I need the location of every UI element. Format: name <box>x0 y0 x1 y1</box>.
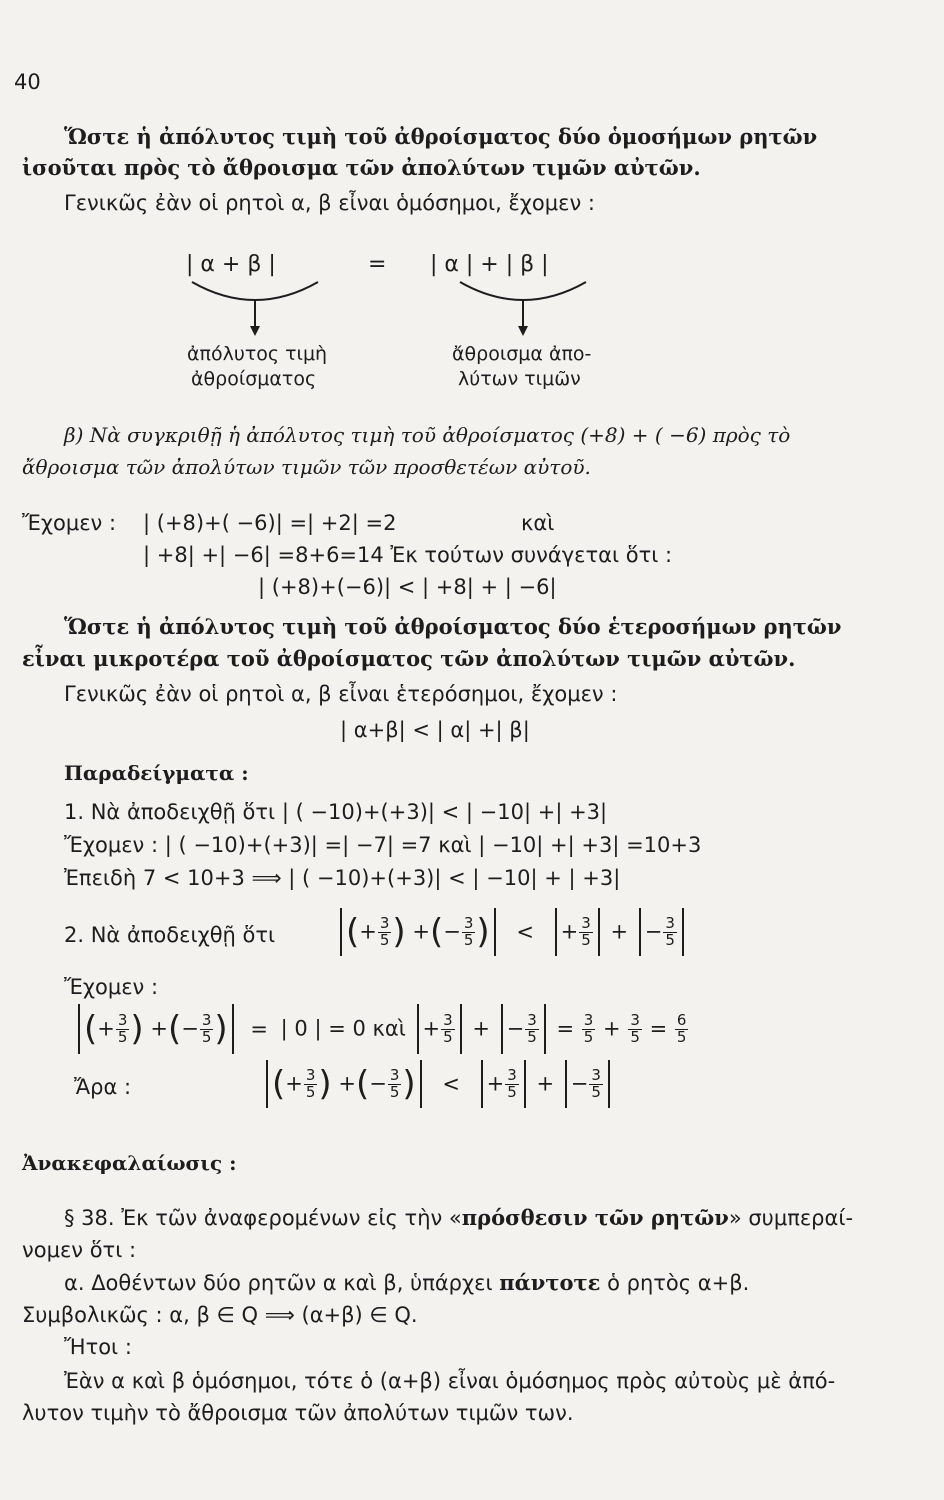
example-2-statement: 2. Νὰ ἀποδειχθῇ ὅτι <box>64 923 276 947</box>
brace-arrow-left <box>190 280 320 340</box>
formula-inequality: | α+β| < | α| +| β| <box>340 718 530 742</box>
label-abs-of-sum-2: ἀθροίσματος <box>191 368 317 390</box>
formula-sum-abs: | α | + | β | <box>430 252 549 277</box>
examples-heading: Παραδείγματα : <box>64 761 249 785</box>
summary-heading: Ἀνακεφαλαίωσις : <box>22 1151 237 1175</box>
label-sum-of-abs-1: ἄθροισμα ἀπο- <box>452 343 592 365</box>
have-expression-1: | (+8)+( −6)| =| +2| =2 <box>143 511 397 535</box>
have-kai: καὶ <box>521 511 555 535</box>
conclusion-1-line-1: Ὥστε ἡ ἀπόλυτος τιμὴ τοῦ ἀθροίσματος δύο ὁμοσήμων ρητῶν <box>64 124 818 149</box>
example-1-since: Ἐπειδὴ 7 < 10+3 ⟹ | ( −10)+(+3)| < | −10| + | +3| <box>64 866 621 890</box>
example-2-computation: (+ $\frac{3}{5}$ ) +(− $\frac{3}{5}$ ) = | 0 | = 0 καὶ + $\frac{3}{5}$ + − $\frac{3}{5}$ = $\frac{3}{5}$ + $\frac{3}{5}$ = $\frac{6}{5}$ <box>74 1004 689 1060</box>
therefore-label: Ἄρα : <box>74 1075 132 1099</box>
conclusion-1-line-2: ἰσοῦται πρὸς τὸ ἄθροισμα τῶν ἀπολύτων τιμῶν αὐτῶν. <box>22 155 701 180</box>
brace-arrow-right <box>458 280 588 340</box>
example-1-have: Ἔχομεν : | ( −10)+(+3)| =| −7| =7 καὶ | −10| +| +3| =10+3 <box>64 833 702 857</box>
label-abs-of-sum-1: ἀπόλυτος τιμὴ <box>187 343 328 365</box>
example-2-have: Ἔχομεν : <box>64 975 159 999</box>
symbolic-statement: Συμβολικῶς : α, β ∈ Q ⟹ (α+β) ∈ Q. <box>22 1303 418 1327</box>
conclusion-2-line-2: εἶναι μικροτέρα τοῦ ἀθροίσματος τῶν ἀπολύτων τιμῶν αὐτῶν. <box>22 646 796 671</box>
formula-equals: = <box>368 252 387 277</box>
part-b-line-2: ἄθροισμα τῶν ἀπολύτων τιμῶν τῶν προσθετέων αὐτοῦ. <box>22 455 591 479</box>
closing-line-1: Ἐὰν α καὶ β ὁμόσημοι, τότε ὁ (α+β) εἶναι ὁμόσημος πρὸς αὐτοὺς μὲ ἀπό- <box>64 1369 836 1393</box>
page-number: 40 <box>14 70 41 94</box>
section-38-line-2: νομεν ὅτι : <box>22 1238 137 1262</box>
part-b-line-1: β) Νὰ συγκριθῇ ἡ ἀπόλυτος τιμὴ τοῦ ἀθροίσματος (+8) + ( −6) πρὸς τὸ <box>64 423 791 447</box>
example-1-statement: 1. Νὰ ἀποδειχθῇ ὅτι | ( −10)+(+3)| < | −10| +| +3| <box>64 800 608 824</box>
section-38-line-1: § 38. Ἐκ τῶν ἀναφερομένων εἰς τὴν «πρόσθεσιν τῶν ρητῶν» συμπεραί- <box>64 1205 854 1230</box>
therefore-inequality: (+ $\frac{3}{5}$ ) +(− $\frac{3}{5}$ ) < + $\frac{3}{5}$ + − $\frac{3}{5}$ <box>262 1060 614 1112</box>
closing-line-2: λυτον τιμὴν τὸ ἄθροισμα τῶν ἀπολύτων τιμῶν των. <box>22 1401 574 1425</box>
point-alpha: α. Δοθέντων δύο ρητῶν α καὶ β, ὑπάρχει πάντοτε ὁ ρητὸς α+β. <box>64 1270 750 1295</box>
label-sum-of-abs-2: λύτων τιμῶν <box>458 368 581 390</box>
have-expression-2: | +8| +| −6| =8+6=14 Ἐκ τούτων συνάγεται ὅτι : <box>143 543 673 567</box>
have-label-1: Ἔχομεν : <box>22 511 117 535</box>
example-2-inequality: (+ $\frac{3}{5}$ ) +(− $\frac{3}{5}$ ) < + $\frac{3}{5}$ + − $\frac{3}{5}$ <box>336 908 688 960</box>
general-statement-1: Γενικῶς ἐὰν οἱ ρητοὶ α, β εἶναι ὁμόσημοι, ἔχομεν : <box>64 191 595 215</box>
have-expression-3: | (+8)+(−6)| < | +8| + | −6| <box>258 575 557 599</box>
formula-abs-sum: | α + β | <box>186 252 276 277</box>
namely-label: Ἤτοι : <box>64 1335 132 1359</box>
general-statement-2: Γενικῶς ἐὰν οἱ ρητοὶ α, β εἶναι ἑτερόσημοι, ἔχομεν : <box>64 682 618 706</box>
conclusion-2-line-1: Ὥστε ἡ ἀπόλυτος τιμὴ τοῦ ἀθροίσματος δύο ἑτεροσήμων ρητῶν <box>64 614 842 639</box>
